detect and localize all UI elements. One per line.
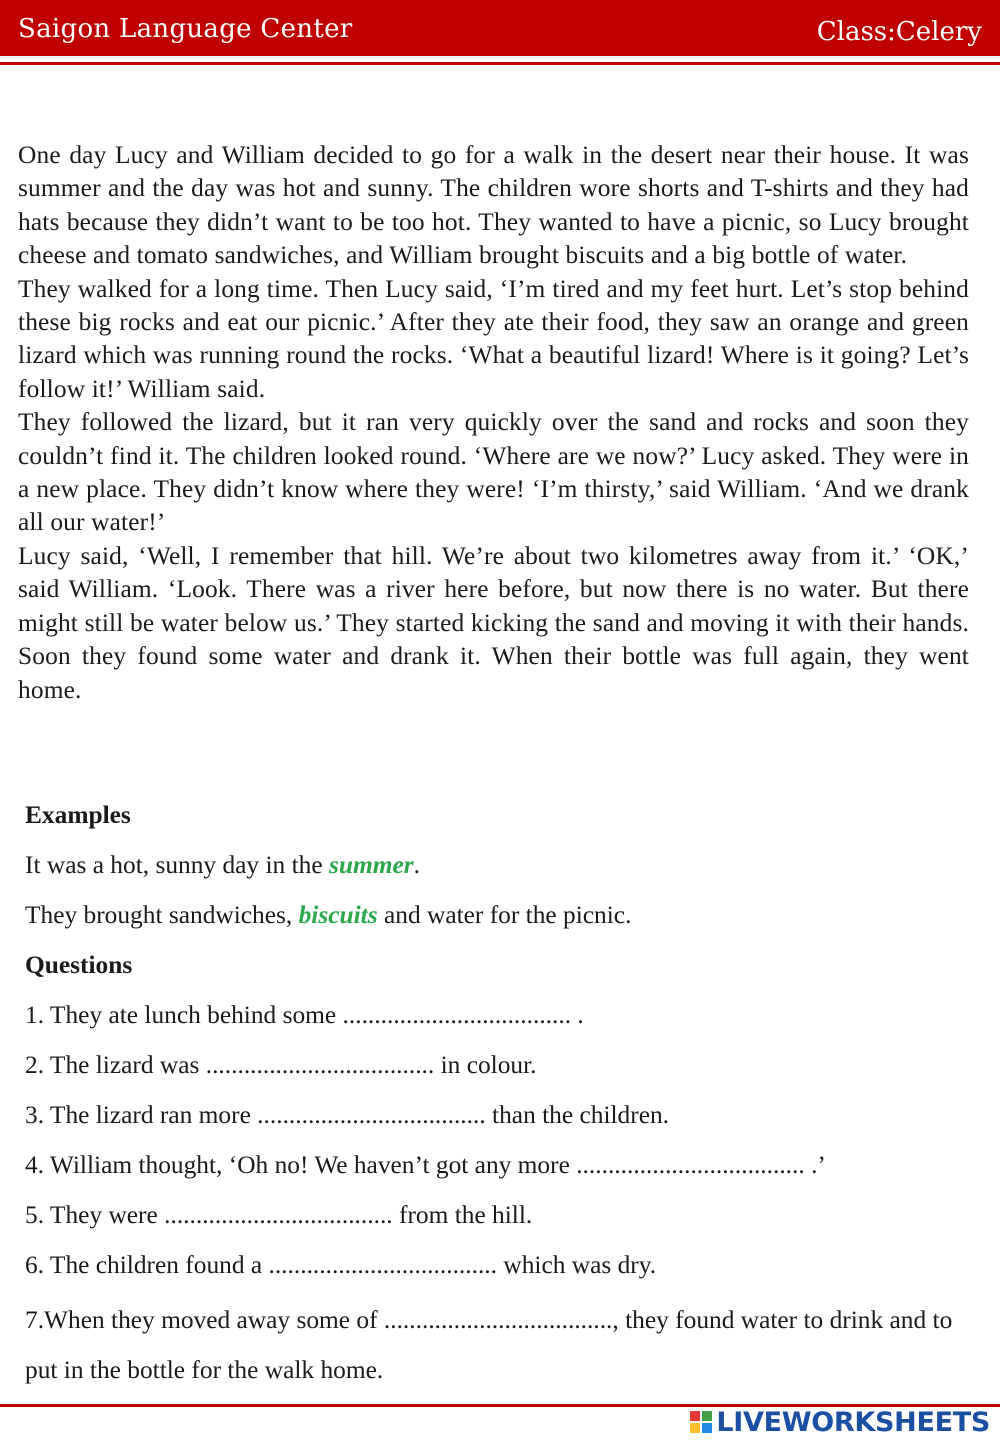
example-text: . (413, 851, 420, 879)
logo-square (702, 1423, 712, 1433)
examples-heading: Examples (25, 801, 131, 829)
class-label: Class:Celery (816, 17, 982, 47)
example-item (25, 895, 970, 945)
story-paragraph: Lucy said, ‘Well, I remember that hill. We’re about two kilometres away from it.’ ‘OK,’ said William. ‘Look. There was a river here before, but now there is no water. But there might still be water below us.’ They started kicking the sand and moving it with their hands. Soon they found some water and drank it. When their bottle was full again, they went home. (18, 541, 969, 704)
logo-icon (690, 1411, 712, 1433)
question-item: 7.When they moved away some of ...................................., they found water to drink and to put in the bottle for the walk home. (25, 1306, 953, 1384)
question-item: 4. William thought, ‘Oh no! We haven’t got any more .................................... .’ (25, 1151, 826, 1179)
example-text: and water for the picnic. (377, 901, 632, 929)
question-item: 3. The lizard ran more .................................... than the children. (25, 1101, 670, 1129)
logo-square (690, 1411, 700, 1421)
question-item: 1. They ate lunch behind some .................................... . (25, 1001, 584, 1029)
exercise-section (25, 795, 970, 1395)
story-paragraph: One day Lucy and William decided to go for a walk in the desert near their house. It was summer and the day was hot and sunny. The children wore shorts and T-shirts and they had hats because they didn’t want to be too hot. They wanted to have a picnic, so Lucy brought cheese and tomato sandwiches, and William brought biscuits and a big bottle of water. (18, 141, 969, 270)
logo-square (690, 1423, 700, 1433)
questions-heading: Questions (25, 951, 133, 979)
question-item: 2. The lizard was .................................... in colour. (25, 1051, 537, 1079)
story-paragraph: They followed the lizard, but it ran very quickly over the sand and rocks and soon they couldn’t find it. The children looked round. ‘Where are we now?’ Lucy asked. They were in a new place. They didn’t know where they were! ‘I’m thirsty,’ said William. ‘And we drank all our water!’ (18, 408, 969, 537)
example-answer: biscuits (298, 901, 378, 929)
example-item (25, 845, 970, 895)
liveworksheets-logo[interactable] (690, 1405, 990, 1439)
example-text: They brought sandwiches, (25, 901, 299, 929)
story-paragraph: They walked for a long time. Then Lucy said, ‘I’m tired and my feet hurt. Let’s stop behind these big rocks and eat our picnic.’ After they ate their food, they saw an orange and green lizard which was running round the rocks. ‘What a beautiful lizard! Where is it going? Let’s follow it!’ William said. (18, 274, 969, 403)
logo-text: LIVEWORKSHEETS (716, 1406, 990, 1438)
logo-square (702, 1411, 712, 1421)
question-item: 6. The children found a .................................... which was dry. (25, 1251, 657, 1279)
reading-passage (18, 139, 969, 707)
example-answer: summer (328, 851, 414, 879)
page-header (0, 0, 1000, 56)
header-divider (0, 62, 1000, 65)
school-name: Saigon Language Center (18, 14, 353, 44)
example-text: It was a hot, sunny day in the (25, 851, 329, 879)
question-item: 5. They were .................................... from the hill. (25, 1201, 533, 1229)
